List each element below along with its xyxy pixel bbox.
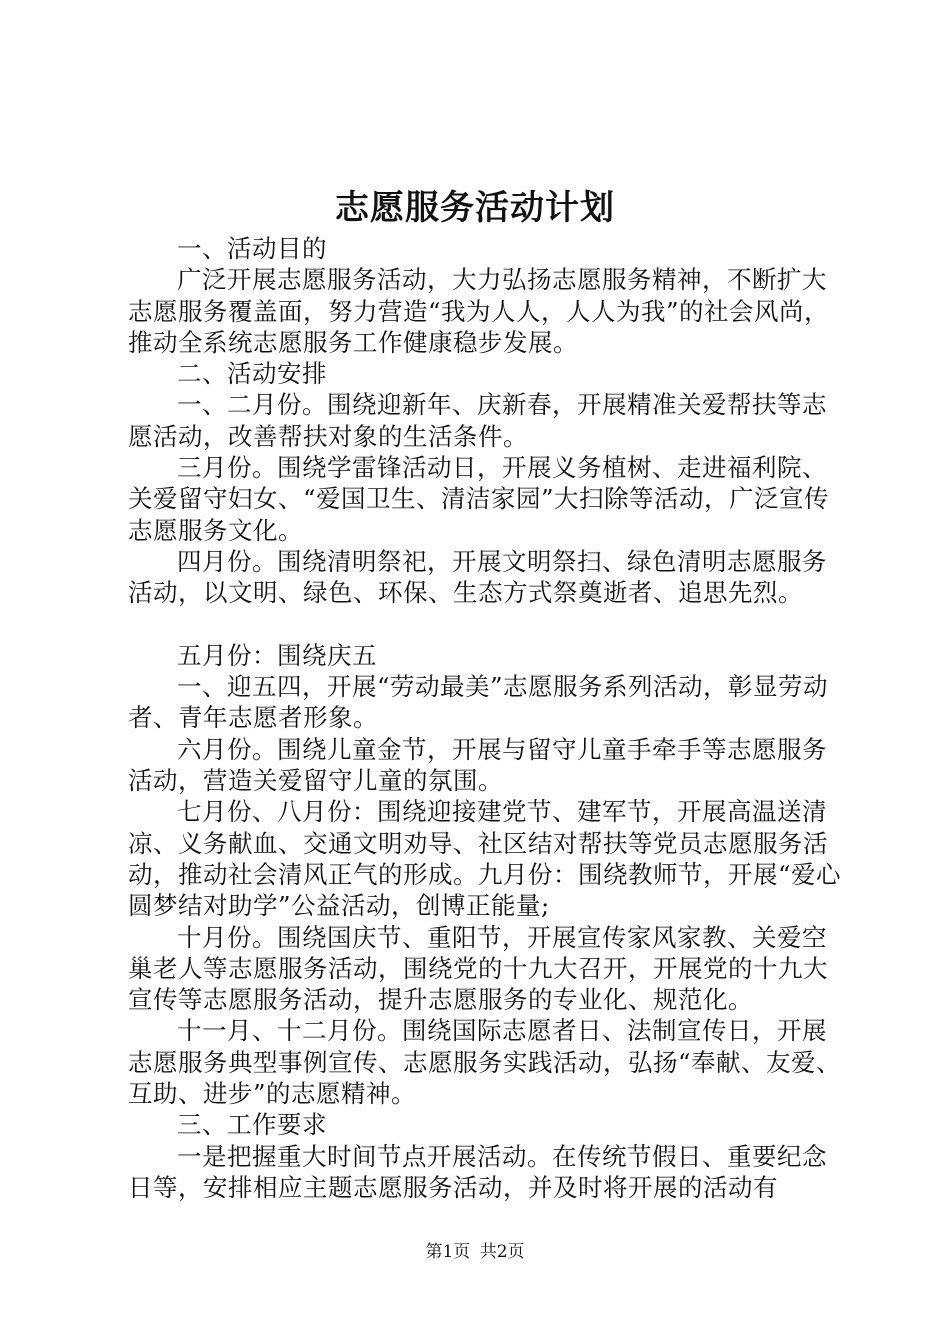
heading-arrangement: 二、活动安排 xyxy=(177,359,327,389)
paragraph-may: 五月份：围绕庆五 xyxy=(177,640,377,670)
paragraph-april: 四月份。围绕清明祭祀，开展文明祭扫、绿色清明志愿服务活动，以文明、绿色、环保、生态方式祭奠逝者、追思先烈。 xyxy=(128,546,827,608)
paragraph-october: 十月份。围绕国庆节、重阳节，开展宣传家风家教、关爱空巢老人等志愿服务活动，围绕党的十九大召开，开展党的十九大宣传等志愿服务活动，提升志愿服务的专业化、规范化。 xyxy=(128,922,828,1015)
paragraph-purpose: 广泛开展志愿服务活动，大力弘扬志愿服务精神，不断扩大志愿服务覆盖面，努力营造“我为人人，人人为我”的社会风尚，推动全系统志愿服务工作健康稳步发展。 xyxy=(128,265,830,357)
document-title: 志愿服务活动计划 xyxy=(335,188,615,228)
document-body xyxy=(128,233,848,1203)
paragraph-march: 三月份。围绕学雷锋活动日，开展义务植树、走进福利院、关爱留守妇女、“爱国卫生、清洁家园”大扫除等活动，广泛宣传志愿服务文化。 xyxy=(128,453,830,545)
page-footer: 第1页 共2页 xyxy=(425,1242,525,1262)
paragraph-requirement-one: 一是把握重大时间节点开展活动。在传统节假日、重要纪念日等，安排相应主题志愿服务活动，并及时将开展的活动有 xyxy=(128,1141,827,1202)
paragraph-july-sept: 七月份、八月份：围绕迎接建党节、建军节，开展高温送清凉、义务献血、交通文明劝导、社区结对帮扶等党员志愿服务活动，推动社会清风正气的形成。九月份：围绕教师节，开展“爱心圆梦结对助学”公益活动，创博正能量; xyxy=(128,797,842,921)
paragraph-nov-dec: 十一月、十二月份。围绕国际志愿者日、法制宣传日，开展志愿服务典型事例宣传、志愿服务实践活动，弘扬“奉献、友爱、互助、进步”的志愿精神。 xyxy=(128,1016,842,1109)
heading-purpose: 一、活动目的 xyxy=(177,234,327,263)
paragraph-jan-feb: 一、二月份。围绕迎新年、庆新春，开展精准关爱帮扶等志愿活动，改善帮扶对象的生活条件。 xyxy=(128,390,827,451)
paragraph-may-four: 一、迎五四，开展“劳动最美”志愿服务系列活动，彰显劳动者、青年志愿者形象。 xyxy=(128,672,829,733)
heading-requirements: 三、工作要求 xyxy=(177,1110,327,1140)
paragraph-june: 六月份。围绕儿童金节，开展与留守儿童手牵手等志愿服务活动，营造关爱留守儿童的氛围。 xyxy=(128,734,827,796)
